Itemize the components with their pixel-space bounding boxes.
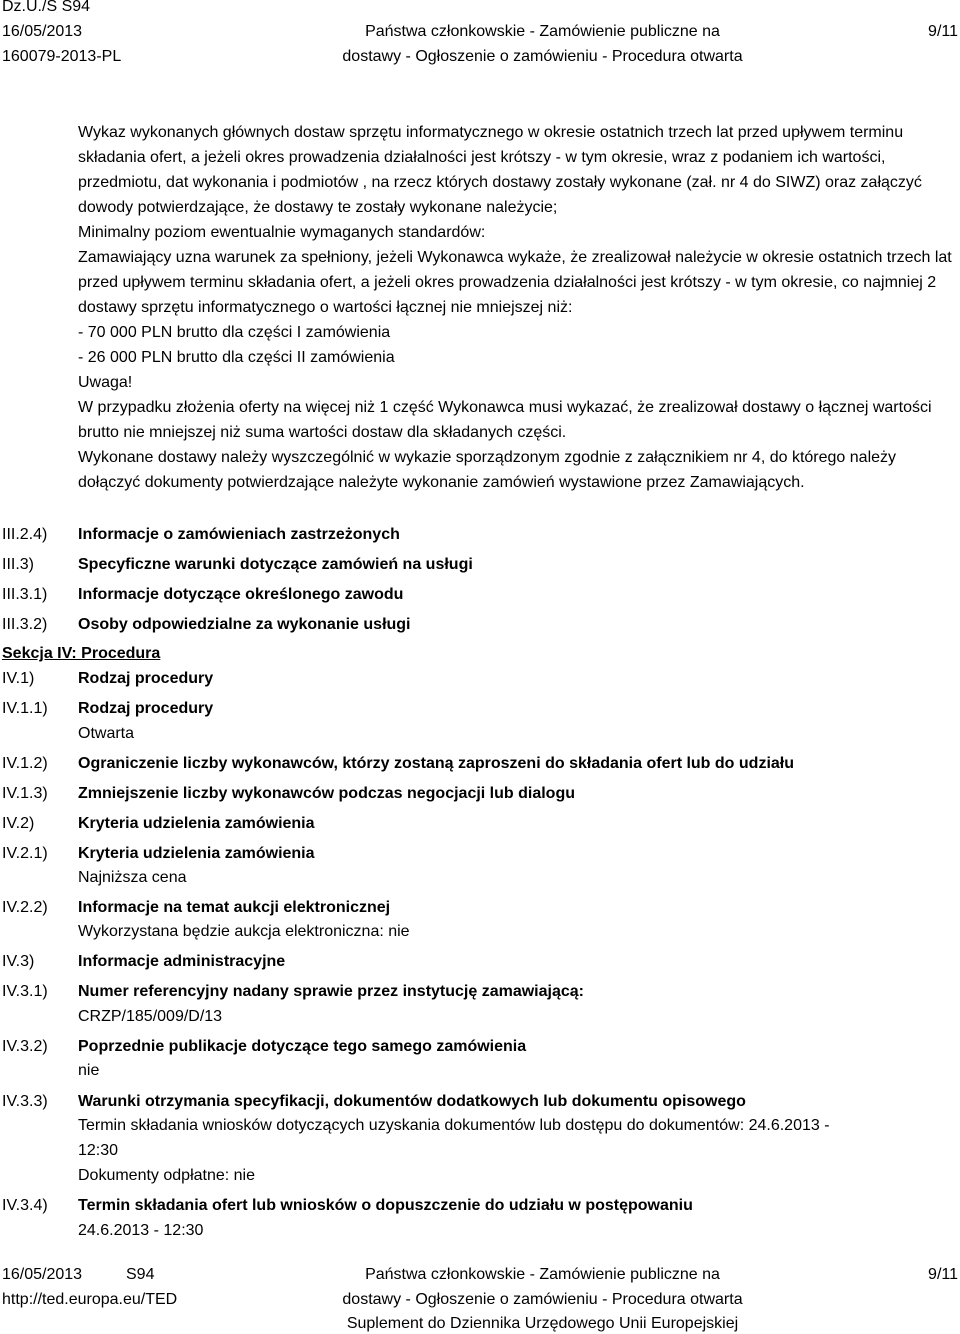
section-number: IV.3.2) [2, 1038, 48, 1055]
section-value: Termin składania wniosków dotyczących uzyskania dokumentów lub dostępu do dokumentów: 24.6.2013 - [78, 1117, 830, 1134]
header-title-line2: dostawy - Ogłoszenie o zamówieniu - Procedura otwarta [342, 48, 743, 65]
footer-date: 16/05/2013 [2, 1266, 83, 1283]
section-iv-heading: Sekcja IV: Procedura [2, 645, 161, 662]
section-title: Warunki otrzymania specyfikacji, dokumentów dodatkowych lub dokumentu opisowego [78, 1093, 746, 1110]
section-number: III.2.4) [2, 526, 48, 543]
footer-title-line2: dostawy - Ogłoszenie o zamówieniu - Procedura otwarta [342, 1291, 743, 1308]
footer-ted-link[interactable]: http://ted.europa.eu/TED [2, 1291, 178, 1308]
section-number: IV.2.1) [2, 845, 48, 862]
section-title: Kryteria udzielenia zamówienia [78, 845, 315, 862]
section-title: Numer referencyjny nadany sprawie przez instytucję zamawiającą: [78, 983, 584, 1000]
section-title: Informacje na temat aukcji elektronicznej [78, 899, 391, 916]
header-doc-id: 160079-2013-PL [2, 48, 122, 65]
intro-paragraph: - 70 000 PLN brutto dla części I zamówienia [78, 324, 391, 341]
section-title: Termin składania ofert lub wniosków o dopuszczenie do udziału w postępowaniu [78, 1197, 693, 1214]
footer-title-line1: Państwa członkowskie - Zamówienie publiczne na [365, 1266, 720, 1283]
intro-text [78, 120, 958, 495]
section-number: IV.3.4) [2, 1197, 48, 1214]
section-value: 24.6.2013 - 12:30 [78, 1222, 204, 1239]
section-number: IV.1.1) [2, 700, 48, 717]
section-value: Wykorzystana będzie aukcja elektroniczna: nie [78, 923, 410, 940]
section-title: Informacje o zamówieniach zastrzeżonych [78, 526, 400, 543]
section-number: III.3.1) [2, 586, 48, 603]
footer-title-line3: Suplement do Dziennika Urzędowego Unii Europejskiej [346, 1315, 739, 1332]
section-title: Informacje administracyjne [78, 953, 286, 970]
section-number: IV.2) [2, 815, 35, 832]
footer-page-number: 9/11 [928, 1266, 958, 1283]
section-number: IV.1.2) [2, 755, 48, 772]
section-title: Poprzednie publikacje dotyczące tego samego zamówienia [78, 1038, 527, 1055]
intro-paragraph: Minimalny poziom ewentualnie wymaganych standardów: [78, 224, 486, 241]
section-title: Ograniczenie liczby wykonawców, którzy zostaną zaproszeni do składania ofert lub do udziału [78, 755, 794, 772]
section-number: IV.1) [2, 670, 35, 687]
section-title: Kryteria udzielenia zamówienia [78, 815, 315, 832]
section-title: Rodzaj procedury [78, 700, 214, 717]
header-page-number: 9/11 [928, 23, 958, 40]
section-title: Specyficzne warunki dotyczące zamówień na usługi [78, 556, 473, 573]
intro-paragraph: - 26 000 PLN brutto dla części II zamówienia [78, 349, 395, 366]
footer-series: S94 [126, 1266, 155, 1283]
section-value: nie [78, 1062, 100, 1079]
header-date: 16/05/2013 [2, 23, 83, 40]
intro-paragraph: W przypadku złożenia oferty na więcej niż 1 część Wykonawca musi wykazać, że zrealizował dostawy o łącznej wartości brutto nie mniejszej niż suma wartości dostaw dla składanych części. [78, 399, 932, 441]
section-number: IV.3) [2, 953, 35, 970]
section-number: IV.3.3) [2, 1093, 48, 1110]
section-value: Najniższa cena [78, 869, 187, 886]
header-title-line1: Państwa członkowskie - Zamówienie publiczne na [365, 23, 720, 40]
section-title: Osoby odpowiedzialne za wykonanie usługi [78, 616, 411, 633]
journal-reference: Dz.U./S S94 [2, 0, 91, 15]
section-number: III.3.2) [2, 616, 48, 633]
section-title: Rodzaj procedury [78, 670, 214, 687]
section-value: Dokumenty odpłatne: nie [78, 1167, 255, 1184]
intro-paragraph: Zamawiający uzna warunek za spełniony, jeżeli Wykonawca wykaże, że zrealizował należycie w okresie ostatnich trzech lat przed upływem terminu składania ofert, a jeżeli okres prowadzenia działalności jest krótszy - w tym okresie, co najmniej 2 dostawy sprzętu informatycznego o wartości łącznej nie mniejszej niż: [78, 249, 952, 316]
section-value: CRZP/185/009/D/13 [78, 1008, 223, 1025]
intro-paragraph: Wykaz wykonanych głównych dostaw sprzętu informatycznego w okresie ostatnich trzech lat przed upływem terminu składania ofert, a jeżeli okres prowadzenia działalności jest krótszy - w tym okresie, wraz z podaniem ich wartości, przedmiotu, dat wykonania i podmiotów , na rzecz których dostawy zostały wykonane (zał. nr 4 do SIWZ) oraz załączyć dowody potwierdzające, że dostawy te zostały wykonane należycie; [78, 124, 922, 216]
section-title: Informacje dotyczące określonego zawodu [78, 586, 404, 603]
section-number: IV.3.1) [2, 983, 48, 1000]
section-number: III.3) [2, 556, 35, 573]
section-title: Zmniejszenie liczby wykonawców podczas negocjacji lub dialogu [78, 785, 575, 802]
section-number: IV.2.2) [2, 899, 48, 916]
section-number: IV.1.3) [2, 785, 48, 802]
intro-paragraph: Uwaga! [78, 374, 133, 391]
section-value: Otwarta [78, 725, 135, 742]
section-value: 12:30 [78, 1142, 119, 1159]
intro-paragraph: Wykonane dostawy należy wyszczególnić w wykazie sporządzonym zgodnie z załącznikiem nr 4, do którego należy dołączyć dokumenty potwierdzające należyte wykonanie zamówień wystawione przez Zamawiających. [78, 449, 897, 491]
